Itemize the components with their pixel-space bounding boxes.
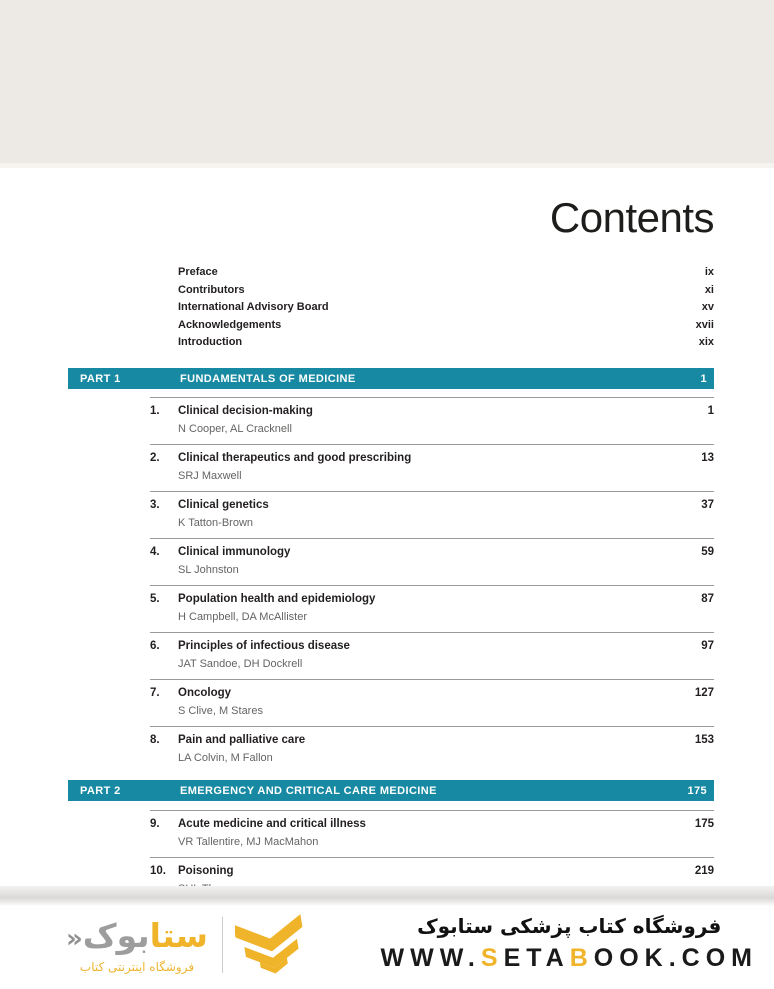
chapter-page: 97 xyxy=(701,640,714,652)
chapter-number: 6. xyxy=(150,640,160,652)
part-page: 1 xyxy=(700,372,707,385)
front-matter-row xyxy=(178,334,714,352)
table-of-contents xyxy=(68,368,714,904)
chapter-title: Clinical decision-making xyxy=(178,405,313,417)
part-2-header xyxy=(68,780,714,801)
page-edge-highlight xyxy=(0,163,774,168)
front-matter-list xyxy=(178,264,714,352)
chapter-authors: SL Johnston xyxy=(178,564,239,576)
open-book-chevron-icon xyxy=(235,914,307,976)
page-bottom-shadow xyxy=(0,886,774,906)
chapter-row xyxy=(150,810,714,857)
part-label: PART 2 xyxy=(80,784,121,797)
front-matter-row xyxy=(178,282,714,300)
chapter-row xyxy=(150,444,714,491)
chapter-title: Oncology xyxy=(178,687,232,699)
chapter-number: 2. xyxy=(150,452,160,464)
chapter-page: 59 xyxy=(701,546,714,558)
chapter-title: Poisoning xyxy=(178,865,234,877)
page-top-margin-band xyxy=(0,0,774,163)
front-matter-row xyxy=(178,299,714,317)
part-1-header xyxy=(68,368,714,389)
front-matter-page: xv xyxy=(701,301,714,314)
url-part: OOK.COM xyxy=(593,944,758,972)
part-title: FUNDAMENTALS OF MEDICINE xyxy=(180,372,356,385)
front-matter-label: International Advisory Board xyxy=(178,301,329,314)
chapter-page: 1 xyxy=(707,405,714,417)
chapter-authors: N Cooper, AL Cracknell xyxy=(178,423,292,435)
url-part-gold-b: B xyxy=(569,944,594,972)
chapter-title: Clinical immunology xyxy=(178,546,291,558)
page-title: Contents xyxy=(549,194,714,241)
chapter-title: Clinical genetics xyxy=(178,499,269,511)
front-matter-label: Contributors xyxy=(178,283,245,296)
chapter-row xyxy=(150,632,714,679)
chapter-row xyxy=(150,397,714,444)
website-url xyxy=(381,944,758,973)
chapter-page: 127 xyxy=(694,687,714,699)
chapter-row xyxy=(150,585,714,632)
chapter-title: Acute medicine and critical illness xyxy=(178,818,366,830)
chapter-page: 175 xyxy=(694,818,714,830)
setabook-logo xyxy=(66,914,307,976)
chapter-number: 10. xyxy=(150,865,166,877)
wordmark-arrow: « xyxy=(66,923,83,954)
front-matter-page: ix xyxy=(704,266,714,278)
chapter-number: 1. xyxy=(150,405,160,417)
chapter-number: 9. xyxy=(150,818,160,830)
front-matter-label: Preface xyxy=(178,266,218,278)
front-matter-label: Acknowledgements xyxy=(178,318,282,331)
part-1-chapters xyxy=(150,397,714,773)
footer-store-info xyxy=(381,913,758,973)
chapter-row xyxy=(150,538,714,585)
logo-divider xyxy=(222,917,223,973)
chapter-authors: VR Tallentire, MJ MacMahon xyxy=(178,836,319,848)
chapter-page: 219 xyxy=(694,865,714,877)
chapter-title: Population health and epidemiology xyxy=(178,593,376,605)
chapter-page: 13 xyxy=(701,452,714,464)
chapter-authors: SRJ Maxwell xyxy=(178,470,242,482)
part-page: 175 xyxy=(687,784,707,797)
url-part-gold-s: S xyxy=(480,944,504,972)
chapter-number: 3. xyxy=(150,499,160,511)
url-part: ETA xyxy=(503,944,570,972)
chapter-page: 87 xyxy=(701,593,714,605)
chapter-title: Principles of infectious disease xyxy=(178,640,350,652)
wordmark-gray-part: بوک xyxy=(82,915,150,955)
logo-tagline: فروشگاه اینترنتی کتاب xyxy=(79,959,195,974)
chapter-page: 37 xyxy=(701,499,714,511)
chapter-authors: S Clive, M Stares xyxy=(178,705,263,717)
url-part: WWW. xyxy=(380,944,481,972)
chapter-title: Clinical therapeutics and good prescribing xyxy=(178,452,412,464)
chapter-authors: JAT Sandoe, DH Dockrell xyxy=(178,658,303,670)
footer-banner xyxy=(0,906,774,989)
chapter-row xyxy=(150,679,714,726)
chapter-page: 153 xyxy=(694,734,714,746)
front-matter-page: xi xyxy=(704,283,714,296)
chapter-number: 5. xyxy=(150,593,160,605)
front-matter-row xyxy=(178,264,714,282)
chapter-title: Pain and palliative care xyxy=(178,734,306,746)
chapter-authors: LA Colvin, M Fallon xyxy=(178,752,273,764)
chapter-authors: H Campbell, DA McAllister xyxy=(178,611,307,623)
chapter-number: 4. xyxy=(150,546,160,558)
chapter-row xyxy=(150,726,714,773)
chapter-row xyxy=(150,491,714,538)
part-label: PART 1 xyxy=(80,372,121,385)
front-matter-row xyxy=(178,317,714,335)
front-matter-label: Introduction xyxy=(178,336,243,349)
wordmark-gold-part: ستا xyxy=(149,915,208,955)
chapter-number: 7. xyxy=(150,687,160,699)
chapter-number: 8. xyxy=(150,734,160,746)
chapter-authors: K Tatton-Brown xyxy=(178,517,254,529)
front-matter-page: xix xyxy=(698,336,714,349)
store-name-farsi: فروشگاه کتاب پزشکی ستابوک xyxy=(417,914,722,938)
setabook-wordmark xyxy=(66,917,208,958)
front-matter-page: xvii xyxy=(695,318,714,331)
part-title: EMERGENCY AND CRITICAL CARE MEDICINE xyxy=(180,784,437,797)
